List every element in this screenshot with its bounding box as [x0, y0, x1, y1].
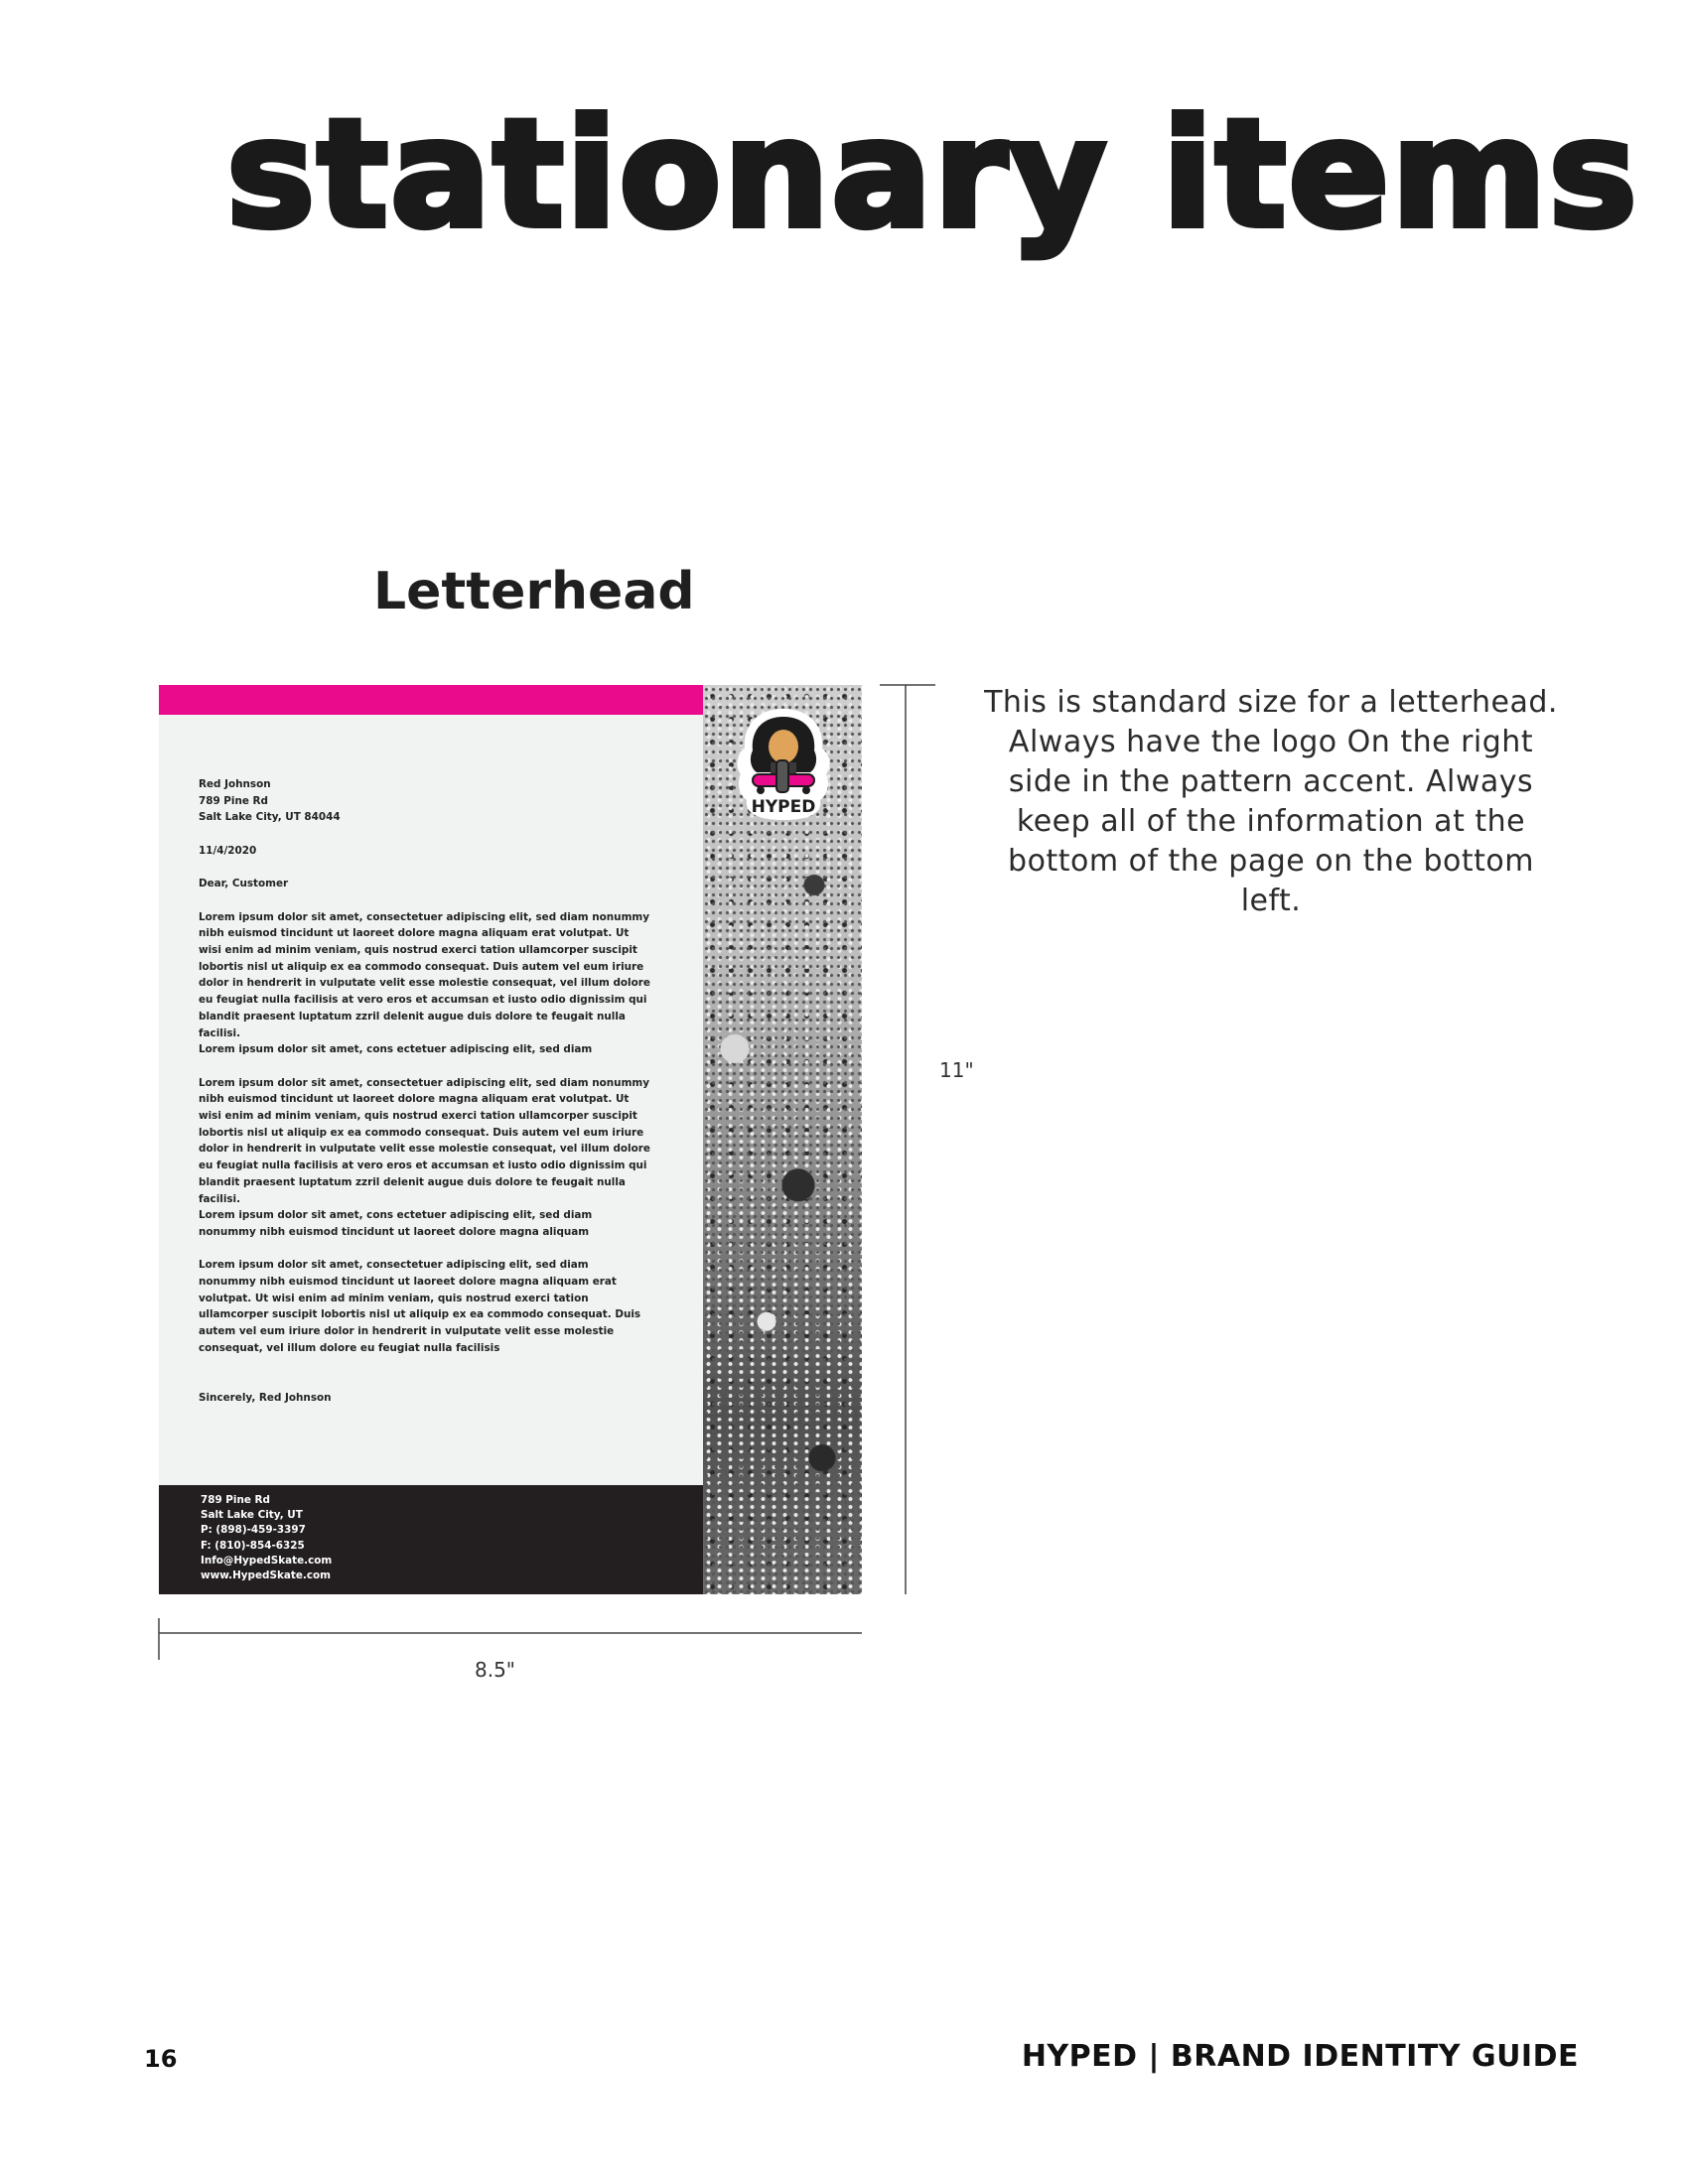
page-title: stationary items: [226, 88, 1639, 261]
footer-address: 789 Pine Rd: [201, 1494, 270, 1506]
guide-footer-title: HYPED | BRAND IDENTITY GUIDE: [1021, 2039, 1579, 2074]
sender-street: 789 Pine Rd: [199, 794, 268, 807]
sender-city: Salt Lake City, UT 84044: [199, 811, 341, 824]
footer-fax: F: (810)-854-6325: [201, 1539, 305, 1552]
logo-wordmark: HYPED: [751, 797, 816, 817]
footer-website: www.HypedSkate.com: [201, 1570, 331, 1582]
page-number: 16: [144, 2045, 178, 2073]
section-heading-letterhead: Letterhead: [373, 562, 695, 621]
letter-greeting: Dear, Customer: [199, 878, 289, 890]
footer-phone: P: (898)-459-3397: [201, 1524, 306, 1537]
width-label: 8.5": [475, 1658, 516, 1682]
letterhead-description: This is standard size for a letterhead. Always have the logo On the right side in the pattern accent. Always keep all of the information at the bottom of the page on the bottom left.: [984, 685, 1558, 918]
footer-city: Salt Lake City, UT: [201, 1509, 303, 1522]
letter-closing: Sincerely, Red Johnson: [199, 1391, 332, 1404]
footer-email: Info@HypedSkate.com: [201, 1554, 333, 1567]
letter-paragraph: Lorem ipsum dolor sit amet, consectetuer adipiscing elit, sed diam nonummy nibh euismod tincidunt ut laoreet dolore magna aliquam erat volutpat. Ut wisi enim ad minim veniam, quis nostrud exerci tation ullamcorper suscipit lobortis nisl ut aliquip ex ea commodo consequat. Duis autem vel eum iriure dolor in hendrerit in vulputate velit esse molestie consequat, vel illum dolore eu feugiat nulla facilisis: [199, 1259, 641, 1354]
letter-date: 11/4/2020: [199, 844, 257, 857]
letter-paragraph: Lorem ipsum dolor sit amet, consectetuer adipiscing elit, sed diam nonummy nibh euismod tincidunt ut laoreet dolore magna aliquam erat volutpat. Ut wisi enim ad minim veniam, quis nostrud exerci tation ullamcorper suscipit lobortis nisl ut aliquip ex ea commodo consequat. Duis autem vel eum iriure dolor in hendrerit in vulputate velit esse molestie consequat, vel illum dolore eu feugiat nulla facilisis at vero eros et accumsan et iusto odio dignissim qui blandit praesent luptatum zzril delenit augue duis dolore te feugait nulla facilisi. Lorem ipsum dolor sit amet, cons ectetuer adipiscing elit, sed diam: [199, 910, 650, 1056]
sender-name: Red Johnson: [199, 778, 271, 790]
letter-paragraph: Lorem ipsum dolor sit amet, consectetuer adipiscing elit, sed diam nonummy nibh euismod tincidunt ut laoreet dolore magna aliquam erat volutpat. Ut wisi enim ad minim veniam, quis nostrud exerci tation ullamcorper suscipit lobortis nisl ut aliquip ex ea commodo consequat. Duis autem vel eum iriure dolor in hendrerit in vulputate velit esse molestie consequat, vel illum dolore eu feugiat nulla facilisis at vero eros et accumsan et iusto odio dignissim qui blandit praesent luptatum zzril delenit augue duis dolore te feugait nulla facilisi. Lorem ipsum dolor sit amet, cons ectetuer adipiscing elit, sed diam nonummy nibh euismod tincidunt ut laoreet dolore magna aliquam: [199, 1076, 650, 1238]
height-label: 11": [939, 1058, 974, 1082]
